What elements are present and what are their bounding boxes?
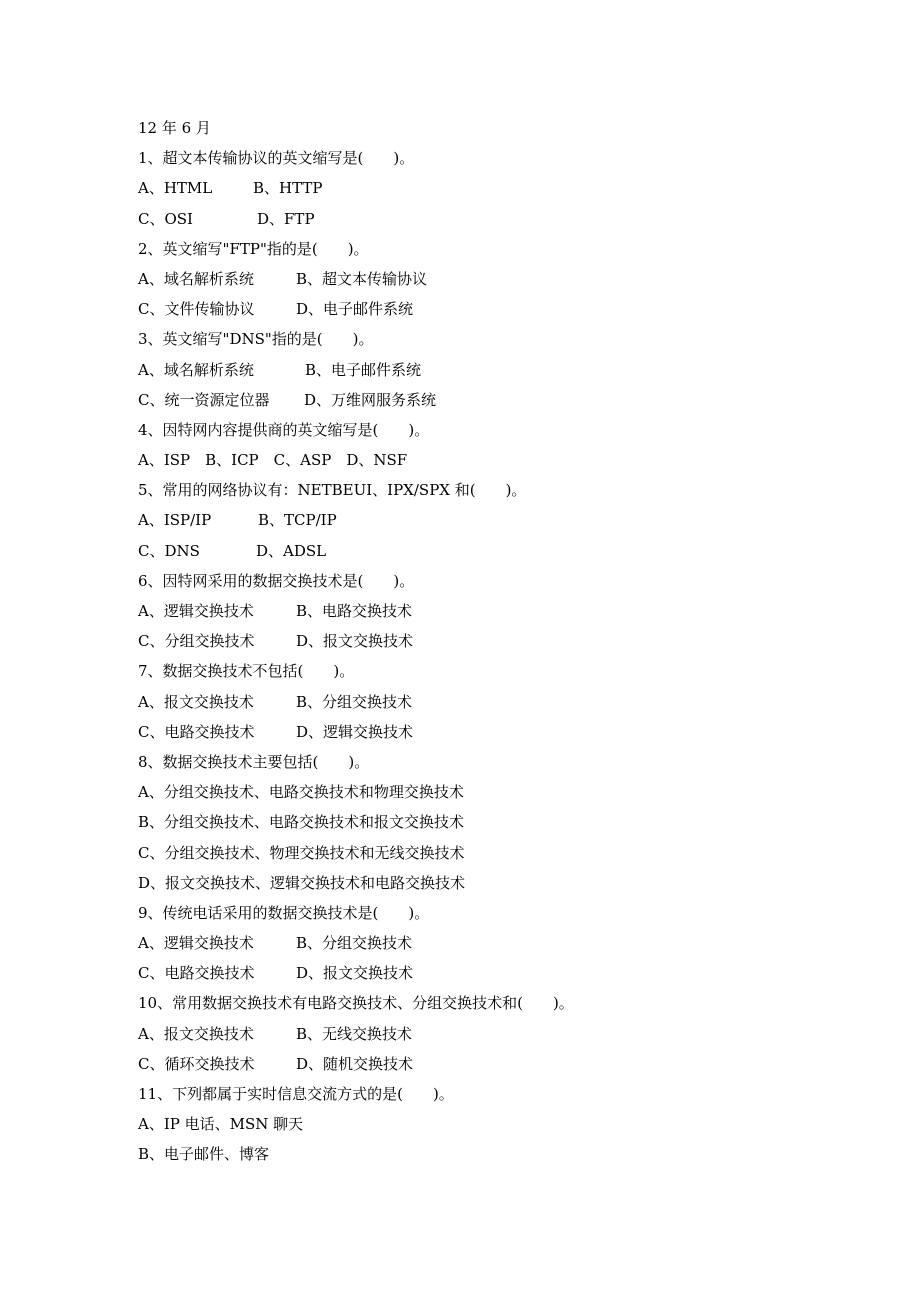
document-page xyxy=(138,113,838,1170)
option-d: D、报文交换技术 xyxy=(296,632,414,651)
option-row xyxy=(138,717,838,747)
option-a: A、报文交换技术 xyxy=(138,1024,254,1043)
option-row xyxy=(138,928,838,958)
option-d: D、ADSL xyxy=(256,541,327,560)
option-row xyxy=(138,1049,838,1079)
option-row xyxy=(138,264,838,294)
option-c: C、循环交换技术 xyxy=(138,1054,255,1073)
question-stem: 6、因特网采用的数据交换技术是( )。 xyxy=(138,571,415,590)
question-stem: 2、英文缩写"FTP"指的是( )。 xyxy=(138,239,369,258)
question-stem: 11、下列都属于实时信息交流方式的是( )。 xyxy=(138,1085,454,1103)
option-d: D、逻辑交换技术 xyxy=(296,722,414,741)
option-a: A、报文交换技术 xyxy=(138,692,254,711)
option-row xyxy=(138,536,838,566)
option-line: B、电子邮件、博客 xyxy=(138,1145,270,1164)
option-row xyxy=(138,204,838,234)
option-d: D、报文交换技术 xyxy=(296,964,414,983)
option-row xyxy=(138,596,838,626)
option-b: B、分组交换技术 xyxy=(296,934,413,953)
option-b: B、无线交换技术 xyxy=(296,1024,413,1043)
option-a: A、逻辑交换技术 xyxy=(138,934,254,953)
option-line: C、分组交换技术、物理交换技术和无线交换技术 xyxy=(138,843,465,862)
question-stem: 9、传统电话采用的数据交换技术是( )。 xyxy=(138,903,430,922)
option-a: A、域名解析系统 xyxy=(138,269,254,288)
option-b: B、电子邮件系统 xyxy=(305,360,422,379)
option-c: C、DNS xyxy=(138,541,200,560)
question-stem: 1、超文本传输协议的英文缩写是( )。 xyxy=(138,149,415,168)
option-line: A、ISP B、ICP C、ASP D、NSF xyxy=(138,451,408,470)
option-line: B、分组交换技术、电路交换技术和报文交换技术 xyxy=(138,813,465,832)
option-c: C、文件传输协议 xyxy=(138,300,255,319)
option-line: A、IP 电话、MSN 聊天 xyxy=(138,1115,304,1134)
option-row xyxy=(138,294,838,324)
option-row xyxy=(138,173,838,203)
option-a: A、ISP/IP xyxy=(138,511,212,530)
question-stem: 10、常用数据交换技术有电路交换技术、分组交换技术和( )。 xyxy=(138,994,574,1013)
option-c: C、电路交换技术 xyxy=(138,722,255,741)
option-b: B、分组交换技术 xyxy=(296,692,413,711)
option-row xyxy=(138,385,838,415)
document-date: 12 年 6 月 xyxy=(138,119,211,137)
question-stem: 8、数据交换技术主要包括( )。 xyxy=(138,752,370,771)
option-a: A、HTML xyxy=(138,179,213,198)
option-row xyxy=(138,687,838,717)
option-d: D、万维网服务系统 xyxy=(304,390,437,409)
question-stem: 3、英文缩写"DNS"指的是( )。 xyxy=(138,330,374,349)
option-d: D、随机交换技术 xyxy=(296,1054,414,1073)
question-stem: 5、常用的网络协议有：NETBEUI、IPX/SPX 和( )。 xyxy=(138,481,527,500)
option-a: A、逻辑交换技术 xyxy=(138,602,254,620)
option-row xyxy=(138,626,838,656)
option-c: C、统一资源定位器 xyxy=(138,390,270,409)
option-b: B、电路交换技术 xyxy=(296,602,413,620)
option-a: A、域名解析系统 xyxy=(138,360,254,379)
option-line: D、报文交换技术、逻辑交换技术和电路交换技术 xyxy=(138,873,466,892)
option-row xyxy=(138,1019,838,1049)
option-d: D、FTP xyxy=(257,209,315,228)
option-c: C、OSI xyxy=(138,209,193,228)
option-line: A、分组交换技术、电路交换技术和物理交换技术 xyxy=(138,783,464,802)
option-d: D、电子邮件系统 xyxy=(296,300,414,319)
option-b: B、HTTP xyxy=(253,179,323,198)
option-c: C、电路交换技术 xyxy=(138,964,255,983)
question-stem: 4、因特网内容提供商的英文缩写是( )。 xyxy=(138,420,430,439)
question-stem: 7、数据交换技术不包括( )。 xyxy=(138,662,355,681)
option-b: B、TCP/IP xyxy=(258,511,337,530)
option-c: C、分组交换技术 xyxy=(138,632,255,651)
option-b: B、超文本传输协议 xyxy=(296,269,428,288)
option-row xyxy=(138,355,838,385)
option-row xyxy=(138,505,838,535)
option-row xyxy=(138,958,838,988)
